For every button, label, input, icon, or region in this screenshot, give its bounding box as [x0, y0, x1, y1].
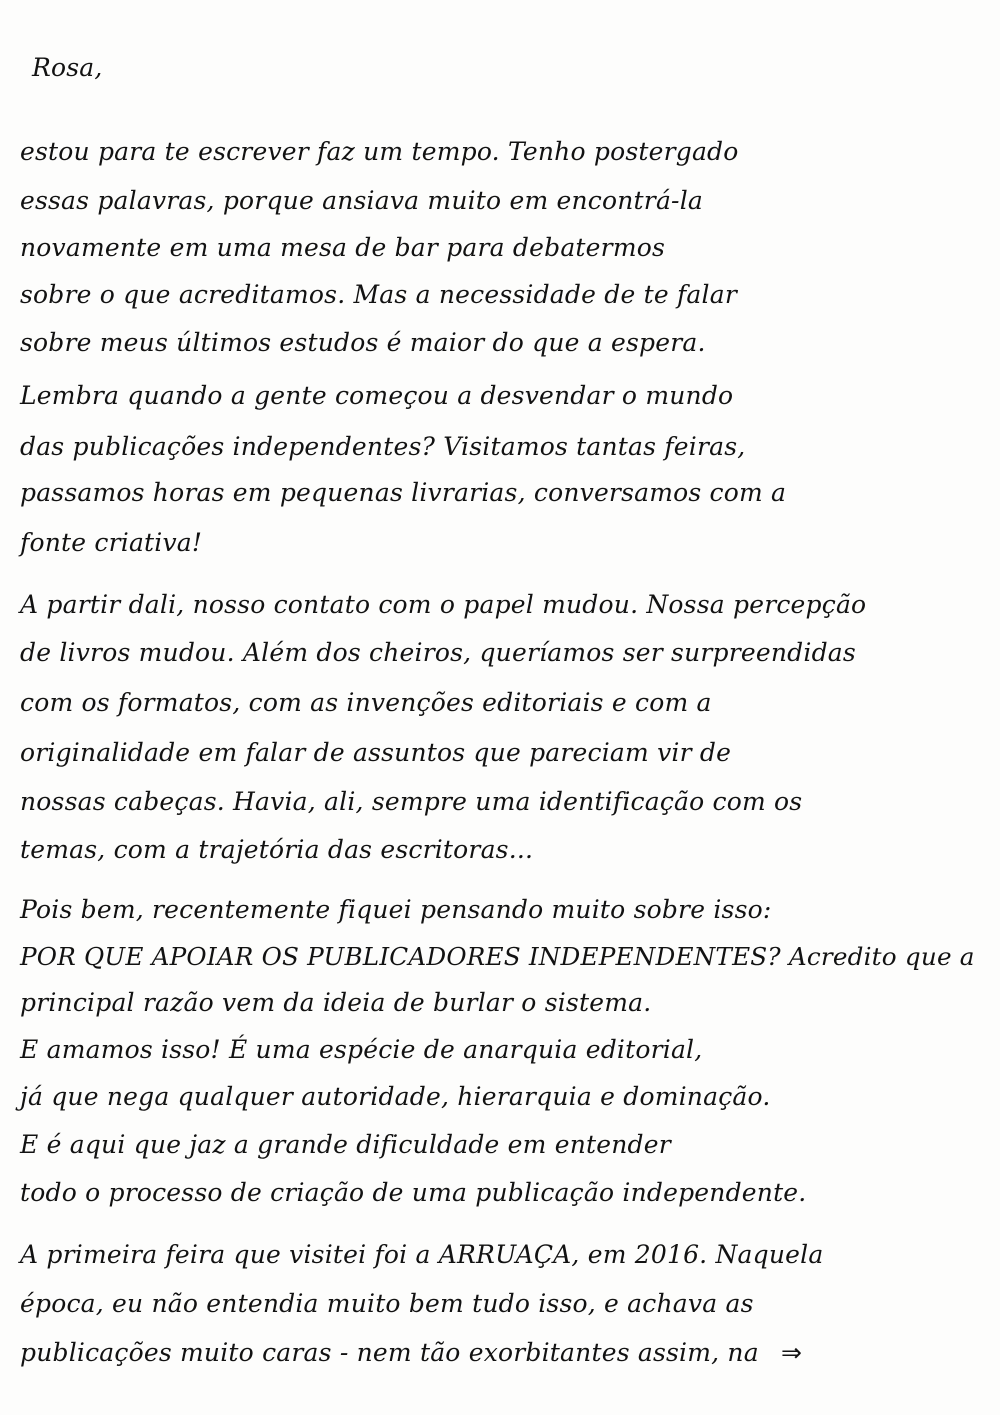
- letter-line: Pois bem, recentemente fiquei pensando muito sobre isso:: [20, 895, 772, 924]
- letter-line: E amamos isso! É uma espécie de anarquia editorial,: [20, 1035, 703, 1064]
- letter-line: nossas cabeças. Havia, ali, sempre uma identificação com os: [20, 787, 803, 816]
- letter-line: A partir dali, nosso contato com o papel mudou. Nossa percepção: [20, 590, 867, 619]
- letter-line: A primeira feira que visitei foi a ARRUAÇA, em 2016. Naquela: [20, 1240, 824, 1269]
- letter-line: temas, com a trajetória das escritoras...: [20, 835, 534, 864]
- letter-line: de livros mudou. Além dos cheiros, queríamos ser surpreendidas: [20, 638, 856, 667]
- letter-line: todo o processo de criação de uma publicação independente.: [20, 1178, 807, 1207]
- letter-line-last: [20, 1333, 802, 1373]
- letter-line: principal razão vem da ideia de burlar o sistema.: [20, 988, 652, 1017]
- letter-line: das publicações independentes? Visitamos tantas feiras,: [20, 432, 746, 461]
- letter-line: época, eu não entendia muito bem tudo isso, e achava as: [20, 1289, 754, 1318]
- letter-line: E é aqui que jaz a grande dificuldade em entender: [20, 1130, 671, 1159]
- letter-line: sobre meus últimos estudos é maior do que a espera.: [20, 328, 706, 357]
- letter-line: novamente em uma mesa de bar para debatermos: [20, 233, 666, 262]
- letter-line: estou para te escrever faz um tempo. Tenho postergado: [20, 137, 739, 166]
- continue-arrow-icon: ⇒: [781, 1338, 803, 1367]
- letter-line-text: publicações muito caras - nem tão exorbitantes assim, na: [20, 1338, 759, 1367]
- letter-line: com os formatos, com as invenções editoriais e com a: [20, 688, 712, 717]
- letter-line: originalidade em falar de assuntos que pareciam vir de: [20, 738, 732, 767]
- letter-line: passamos horas em pequenas livrarias, conversamos com a: [20, 478, 787, 507]
- letter-line: essas palavras, porque ansiava muito em encontrá-la: [20, 186, 704, 215]
- letter-line: já que nega qualquer autoridade, hierarquia e dominação.: [20, 1082, 771, 1111]
- letter-line: fonte criativa!: [20, 528, 203, 557]
- letter-line: POR QUE APOIAR OS PUBLICADORES INDEPENDENTES? Acredito que a: [20, 942, 975, 971]
- letter-line: Lembra quando a gente começou a desvendar o mundo: [20, 381, 734, 410]
- letter-line: sobre o que acreditamos. Mas a necessidade de te falar: [20, 280, 737, 309]
- greeting: Rosa,: [32, 53, 103, 82]
